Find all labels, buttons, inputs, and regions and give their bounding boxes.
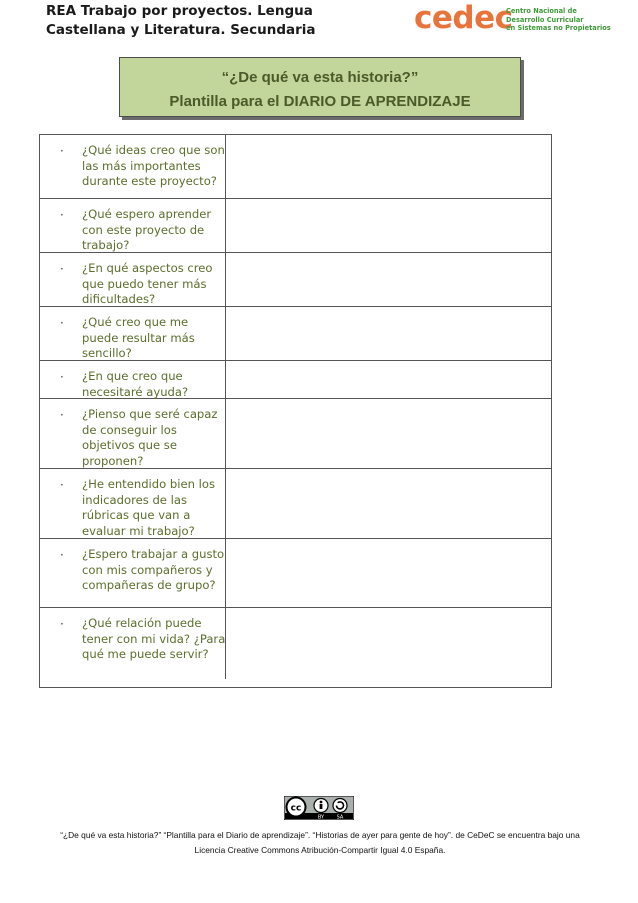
banner-title: “¿De qué va esta historia?” [221, 69, 419, 86]
question-cell [40, 253, 226, 306]
answer-cell[interactable] [226, 608, 551, 679]
logo-tagline [506, 7, 616, 33]
cc-badge-label: cc [290, 803, 302, 814]
answer-cell[interactable] [226, 199, 551, 252]
bullet-icon: · [60, 617, 64, 631]
question-cell [40, 361, 226, 398]
by-badge-label: BY [317, 814, 325, 820]
banner-subtitle: Plantilla para el DIARIO DE APRENDIZAJE [169, 93, 471, 110]
title-banner [119, 57, 521, 117]
question-cell [40, 307, 226, 360]
question-cell [40, 469, 226, 538]
question-text: ¿Pienso que seré capaz de conseguir los objetivos que se proponen? [82, 407, 218, 468]
document-header [46, 2, 346, 40]
question-text: ¿Espero trabajar a gusto con mis compañeros y compañeras de grupo? [82, 547, 225, 593]
table-row [40, 539, 551, 608]
logo-tag-line3: en Sistemas no Propietarios [506, 24, 611, 33]
table-row [40, 135, 551, 199]
question-cell [40, 608, 226, 679]
bullet-icon: · [60, 262, 64, 276]
bullet-icon: · [60, 316, 64, 330]
answer-cell[interactable] [226, 253, 551, 306]
answer-cell[interactable] [226, 399, 551, 468]
logo-tag-line2: Desarrollo Curricular [506, 15, 584, 24]
bullet-icon: · [60, 408, 64, 422]
question-text: ¿Qué ideas creo que son las más importantes durante este proyecto? [82, 143, 225, 189]
table-row [40, 307, 551, 361]
table-row [40, 399, 551, 469]
bullet-icon: · [60, 208, 64, 222]
answer-cell[interactable] [226, 307, 551, 360]
question-text: ¿Qué espero aprender con este proyecto de trabajo? [82, 207, 212, 253]
logo-tag-line1: Centro Nacional de [506, 7, 577, 15]
bullet-icon: · [60, 548, 64, 562]
question-text: ¿En qué aspectos creo que puedo tener más dificultades? [82, 261, 213, 307]
license-footer [40, 828, 600, 858]
cc-by-sa-license-icon [284, 796, 354, 820]
question-cell [40, 399, 226, 468]
answer-cell[interactable] [226, 469, 551, 538]
table-row [40, 253, 551, 307]
header-title-line1: REA Trabajo por proyectos. Lengua [46, 3, 313, 19]
question-text: ¿Qué creo que me puede resultar más sencillo? [82, 315, 195, 361]
cedec-logo [414, 0, 611, 36]
sa-badge-label: SA [336, 814, 344, 820]
footer-line1: “¿De qué va esta historia?” “Plantilla para el Diario de aprendizaje”. “Historias de ayer para gente de hoy”. de CeDeC se encuentra bajo una [60, 830, 580, 840]
bullet-icon: · [60, 144, 64, 158]
answer-cell[interactable] [226, 361, 551, 398]
question-text: ¿Qué relación puede tener con mi vida? ¿Para qué me puede servir? [82, 616, 226, 662]
question-text: ¿He entendido bien los indicadores de las rúbricas que van a evaluar mi trabajo? [82, 477, 216, 538]
question-cell [40, 135, 226, 198]
question-cell [40, 199, 226, 252]
bullet-icon: · [60, 370, 64, 384]
answer-cell[interactable] [226, 539, 551, 607]
footer-line2: Licencia Creative Commons Atribución-Compartir Igual 4.0 España. [194, 845, 446, 855]
logo-wordmark: cedec [414, 0, 513, 36]
table-row [40, 608, 551, 679]
question-cell [40, 539, 226, 607]
table-row [40, 469, 551, 539]
table-row [40, 199, 551, 253]
table-row [40, 361, 551, 399]
header-title-line2: Castellana y Literatura. Secundaria [46, 22, 316, 38]
reflection-table [39, 134, 552, 688]
question-text: ¿En que creo que necesitaré ayuda? [82, 369, 189, 399]
answer-cell[interactable] [226, 135, 551, 198]
bullet-icon: · [60, 478, 64, 492]
